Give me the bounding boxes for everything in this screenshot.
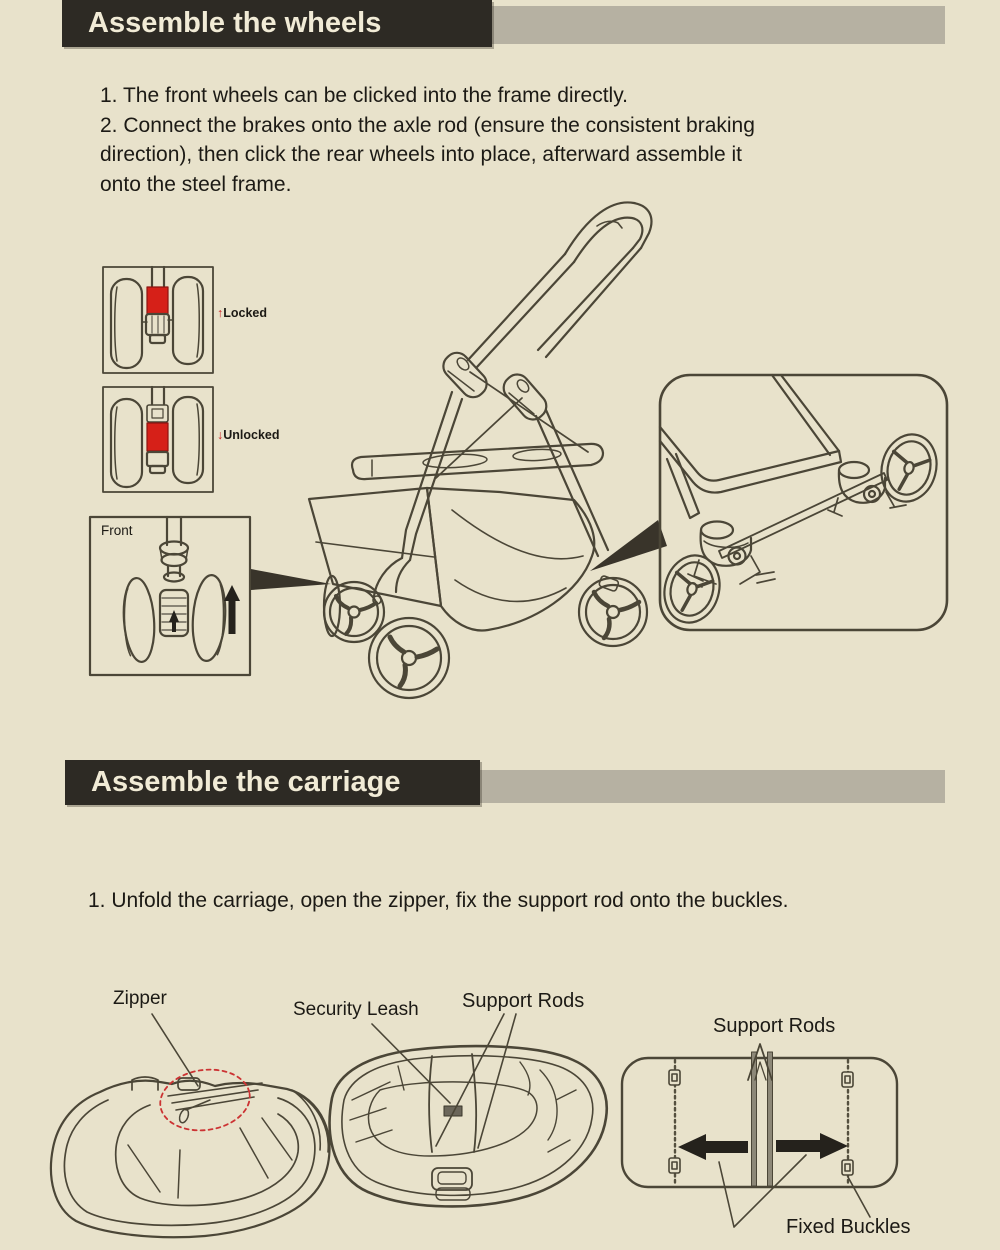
support-rods-right-label: Support Rods	[713, 1015, 836, 1037]
left-arrow-icon	[678, 1134, 748, 1160]
section-title-carriage: Assemble the carriage	[65, 760, 480, 805]
locked-wheels-figure	[103, 267, 213, 373]
axle-detail-figure	[657, 375, 947, 630]
section-title-wheels: Assemble the wheels	[62, 0, 492, 47]
support-rods-middle-label: Support Rods	[462, 990, 585, 1012]
wheels-step-1: 1. The front wheels can be clicked into the frame directly.	[100, 84, 628, 107]
unlocked-callout	[217, 428, 280, 442]
zipper-label: Zipper	[113, 988, 167, 1009]
wheels-step-2-line-2: direction), then click the rear wheels into place, afterward assemble it	[100, 143, 742, 166]
unlocked-label: Unlocked	[223, 428, 280, 442]
fixed-buckles-label: Fixed Buckles	[786, 1216, 911, 1238]
wheels-steps	[100, 81, 755, 199]
front-label: Front	[101, 523, 133, 538]
folded-carriage-figure	[51, 1064, 330, 1237]
support-rods	[748, 1044, 773, 1186]
front-wheel-figure	[90, 517, 250, 675]
down-arrow-glyph: ↓	[217, 428, 224, 442]
up-arrow-glyph: ↑	[217, 306, 224, 320]
lock-lever-up	[147, 287, 168, 314]
header-extension-bar-2	[478, 770, 945, 803]
base-board-figure	[622, 1044, 897, 1187]
callout-lines	[152, 1014, 870, 1227]
open-carriage-figure	[330, 1046, 607, 1206]
right-arrow-icon	[776, 1133, 848, 1159]
zipper-callout-line	[152, 1014, 198, 1086]
axle-callout-arrow	[590, 520, 667, 571]
locked-label: Locked	[223, 306, 268, 320]
up-arrow-icon	[224, 585, 240, 634]
locked-callout	[217, 306, 267, 320]
header-extension-bar	[460, 6, 945, 44]
lock-lever-down	[147, 423, 168, 451]
front-callout-arrow	[251, 569, 331, 590]
security-leash-callout-line	[372, 1024, 450, 1103]
stroller-figure	[309, 202, 651, 698]
wheels-step-2-line-1: 2. Connect the brakes onto the axle rod (ensure the consistent braking	[100, 113, 755, 137]
fixed-buckles-callout-line	[848, 1177, 870, 1217]
security-leash-label: Security Leash	[293, 999, 419, 1020]
carriage-step-1: 1. Unfold the carriage, open the zipper, fix the support rod onto the buckles.	[88, 889, 789, 912]
wheels-step-2-line-3: onto the steel frame.	[100, 172, 292, 196]
unlocked-wheels-figure	[103, 387, 213, 492]
fixed-buckles	[669, 1070, 853, 1175]
